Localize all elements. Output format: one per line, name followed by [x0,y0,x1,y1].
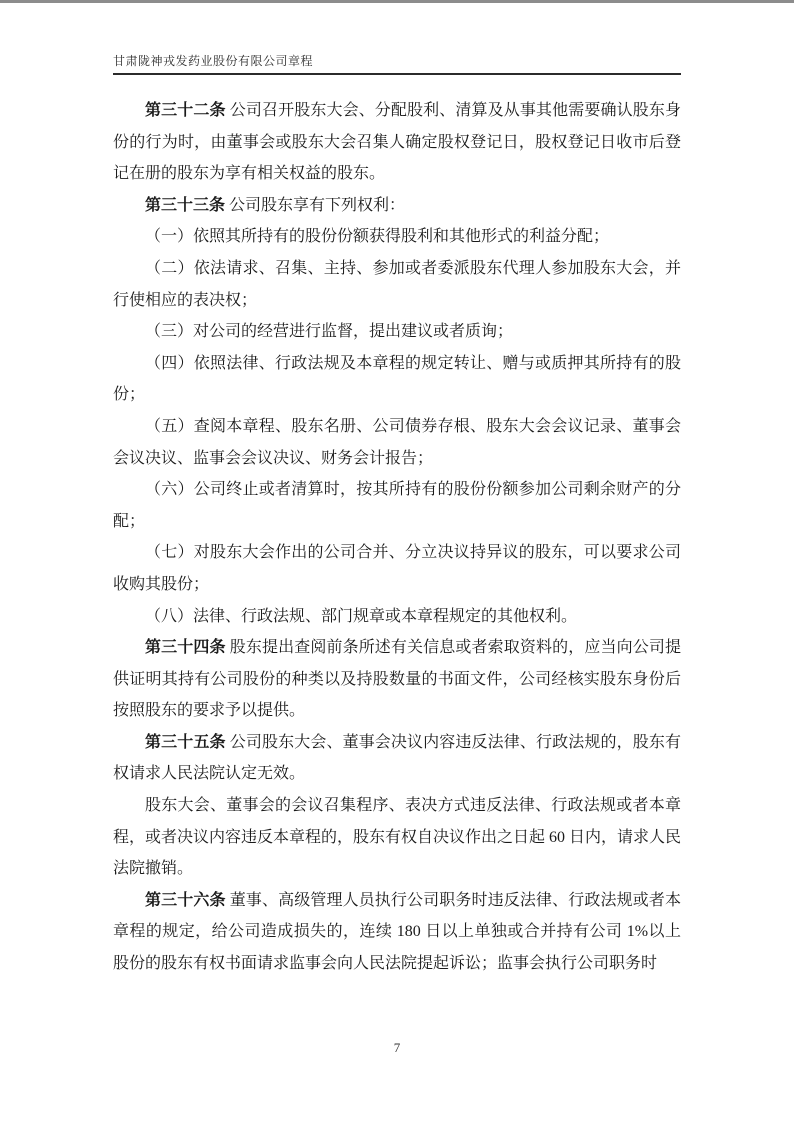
right-item-4-text: （四）依照法律、行政法规及本章程的规定转让、赠与或质押其所持有的股份； [113,354,681,404]
para-right-item-4 [113,348,681,411]
article-33-text: 公司股东享有下列权利： [225,196,406,214]
right-item-3-text: （三）对公司的经营进行监督，提出建议或者质询； [145,323,514,341]
page-number: 7 [393,1040,401,1055]
para-article-35 [113,727,681,790]
right-item-8-text: （八）法律、行政法规、部门规章或本章程规定的其他权利。 [145,607,578,625]
para-article-32 [113,95,681,190]
article-34-text: 股东提出查阅前条所述有关信息或者索取资料的，应当向公司提供证明其持有公司股份的种类以及持股数量的书面文件，公司经核实股东身份后按照股东的要求予以提供。 [113,639,681,720]
article-35-number: 第三十五条 [145,733,226,751]
para-right-item-1 [113,221,681,253]
page-top-edge-line [0,0,794,3]
right-item-6-text: （六）公司终止或者清算时，按其所持有的股份份额参加公司剩余财产的分配； [113,481,681,530]
article-35-text: 公司股东大会、董事会决议内容违反法律、行政法规的，股东有权请求人民法院认定无效。 [113,733,681,783]
article-33-number: 第三十三条 [145,196,226,214]
para-article-34 [113,632,681,727]
article-32-text: 公司召开股东大会、分配股利、清算及从事其他需要确认股东身份的行为时，由董事会或股东大会召集人确定股权登记日，股权登记日收市后登记在册的股东为享有相关权益的股东。 [113,102,681,183]
para-right-item-2 [113,253,681,316]
para-right-item-7 [113,537,681,600]
para-right-item-8 [113,601,681,633]
document-body [113,95,681,980]
right-item-1-text: （一）依照其所持有的股份份额获得股利和其他形式的利益分配； [145,228,610,246]
article-36-number: 第三十六条 [145,891,226,909]
para-right-item-5 [113,411,681,474]
para-right-item-3 [113,316,681,348]
para-article-36 [113,885,681,980]
para-article-35-continuation [113,790,681,885]
article-32-number: 第三十二条 [145,102,226,119]
para-article-33 [113,190,681,222]
right-item-7-text: （七）对股东大会作出的公司合并、分立决议持异议的股东，可以要求公司收购其股份； [113,544,681,593]
right-item-5-text: （五）查阅本章程、股东名册、公司债券存根、股东大会会议记录、董事会会议决议、监事会会议决议、财务会计报告； [113,417,681,467]
page-header [113,52,681,75]
para-right-item-6 [113,474,681,537]
article-34-number: 第三十四条 [145,639,226,657]
header-title: 甘肃陇神戎发药业股份有限公司章程 [113,54,314,68]
article-36-text: 董事、高级管理人员执行公司职务时违反法律、行政法规或者本章程的规定，给公司造成损失的，连续 180 日以上单独或合并持有公司 1%以上股份的股东有权书面请求监事会向人民法院提起诉讼；监事会执行公司职务时 [113,891,681,973]
article-35-continuation-text: 股东大会、董事会的会议召集程序、表决方式违反法律、行政法规或者本章程，或者决议内容违反本章程的，股东有权自决议作出之日起 60 日内，请求人民法院撤销。 [113,797,682,878]
right-item-2-text: （二）依法请求、召集、主持、参加或者委派股东代理人参加股东大会，并行使相应的表决权； [113,259,681,309]
